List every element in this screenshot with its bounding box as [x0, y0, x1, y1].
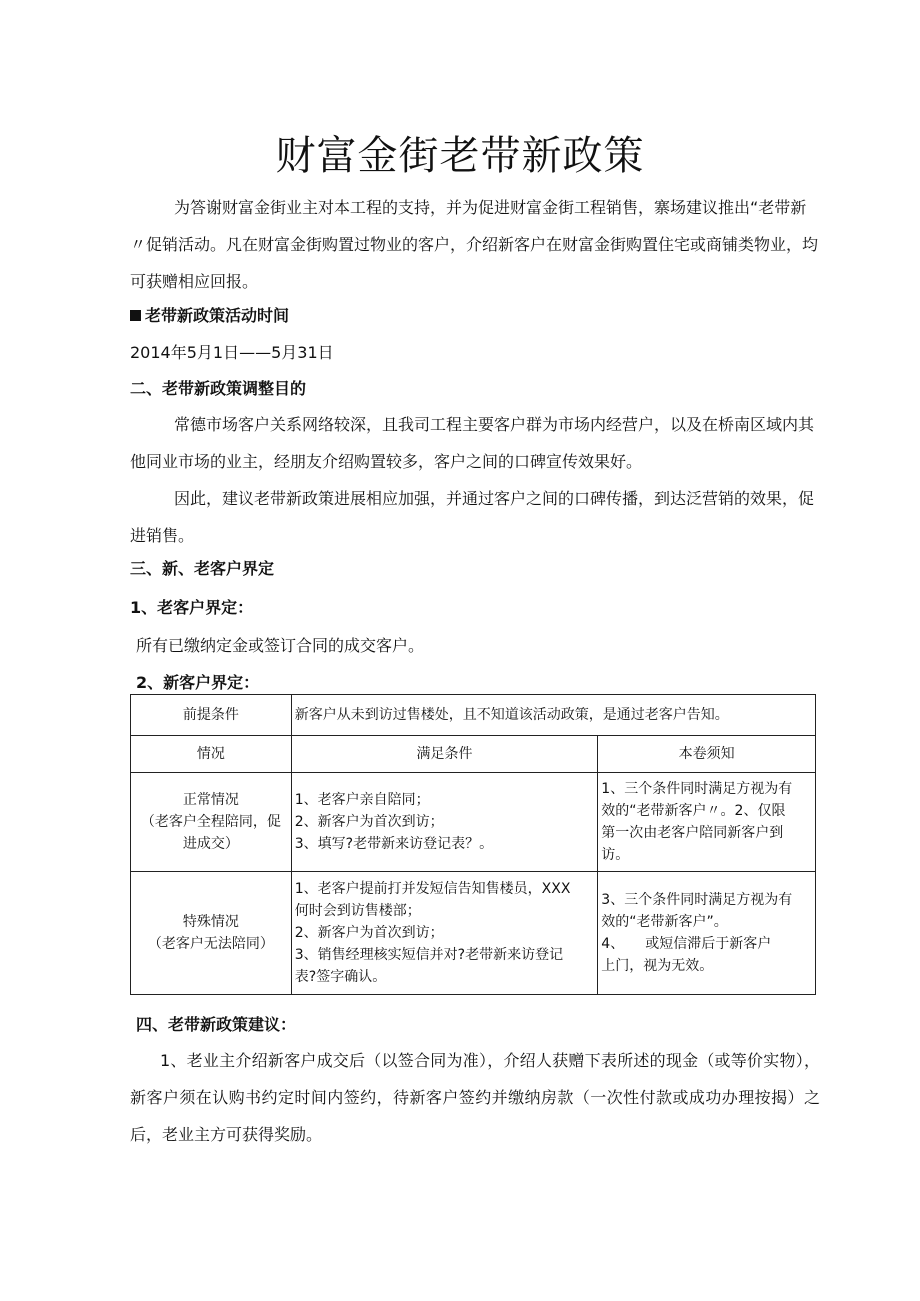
cell-text: 何时会到访售楼部； — [294, 903, 421, 919]
normal-notes-cell — [598, 773, 816, 872]
cell-text: 表?签字确认。 — [294, 969, 387, 985]
precondition-label: 前提条件 — [131, 695, 292, 736]
activity-period: 2014年5月1日——5月31日 — [130, 343, 334, 362]
intro-paragraph: 为答谢财富金街业主对本工程的支持，并为促进财富金街工程销售，寨场建议推出“老带新〃促销活动。凡在财富金街购置过物业的客户，介绍新客户在财富金街购置住宅或商铺类物业，均可获赠相应回报。 — [130, 198, 819, 291]
cell-text: 4、 或短信滞后于新客户 — [601, 936, 772, 952]
section2-paragraph-1: 常德市场客户关系网络较深，且我司工程主要客户群为市场内经营户，以及在桥南区域内其他同业市场的业主，经朋友介绍购置较多，客户之间的口碑宣传效果好。 — [130, 415, 815, 471]
cell-text: （老客户全程陪同，促 — [140, 814, 281, 830]
old-customer-definition: 所有已缴纳定金或签订合同的成交客户。 — [136, 636, 425, 655]
cell-text: （老客户无法陪同） — [147, 936, 274, 952]
new-customer-table — [130, 694, 816, 995]
square-bullet-icon — [130, 310, 141, 321]
cell-text: 1、老客户提前打并发短信告知售楼员，XXX — [294, 881, 571, 897]
header-notes: 本卷须知 — [598, 736, 816, 773]
cell-text: 3、填写?老带新来访登记表？。 — [294, 836, 494, 852]
cell-text: 3、三个条件同时满足方视为有 — [601, 892, 793, 908]
cell-text: 效的“老带新客户”。 — [601, 914, 728, 930]
section3-heading: 三、新、老客户界定 — [130, 559, 275, 578]
cell-text: 1、老客户亲自陪同； — [294, 792, 430, 808]
cell-text: 2、新客户为首次到访； — [294, 814, 444, 830]
header-conditions: 满足条件 — [291, 736, 598, 773]
old-customer-heading: 1、老客户界定： — [130, 598, 254, 617]
section2-paragraph-2: 因此，建议老带新政策进展相应加强，并通过客户之间的口碑传播，到达泛营销的效果，促进销售。 — [130, 489, 815, 545]
cell-text: 3、销售经理核实短信并对?老带新来访登记 — [294, 947, 564, 963]
section1-heading-text: 老带新政策活动时间 — [145, 306, 290, 325]
table-row — [131, 872, 816, 995]
special-notes-cell — [598, 872, 816, 995]
cell-text: 1、三个条件同时满足方视为有 — [601, 781, 793, 797]
section1-heading — [130, 305, 289, 327]
header-situation: 情况 — [131, 736, 292, 773]
table-header-row — [131, 736, 816, 773]
section4-item-1: 1、老业主介绍新客户成交后（以签合同为准），介绍人获赠下表所述的现金（或等价实物），新客户须在认购书约定时间内签约，待新客户签约并缴纳房款（一次性付款或成功办理按揭）之后，老业主方可获得奖励。 — [130, 1051, 820, 1144]
cell-text: 进成交） — [182, 836, 239, 852]
table-row — [131, 773, 816, 872]
normal-situation-cell — [131, 773, 292, 872]
section4-heading: 四、老带新政策建议： — [136, 1015, 297, 1034]
page-title: 财富金街老带新政策 — [275, 133, 645, 179]
table-row — [131, 695, 816, 736]
cell-text: 特殊情况 — [182, 914, 239, 930]
cell-text: 2、新客户为首次到访； — [294, 925, 444, 941]
new-customer-heading: 2、新客户界定： — [136, 673, 260, 692]
cell-text: 上门，视为无效。 — [601, 958, 714, 974]
special-situation-cell — [131, 872, 292, 995]
precondition-value: 新客户从未到访过售楼处，且不知道该活动政策，是通过老客户告知。 — [291, 695, 815, 736]
cell-text: 效的“老带新客户〃。2、仅限 — [601, 803, 786, 819]
normal-conditions-cell — [291, 773, 598, 872]
special-conditions-cell — [291, 872, 598, 995]
cell-text: 第一次由老客户陪同新客户到 — [601, 825, 784, 841]
section2-heading: 二、老带新政策调整目的 — [130, 379, 307, 398]
cell-text: 访。 — [601, 847, 630, 863]
cell-text: 正常情况 — [182, 792, 239, 808]
